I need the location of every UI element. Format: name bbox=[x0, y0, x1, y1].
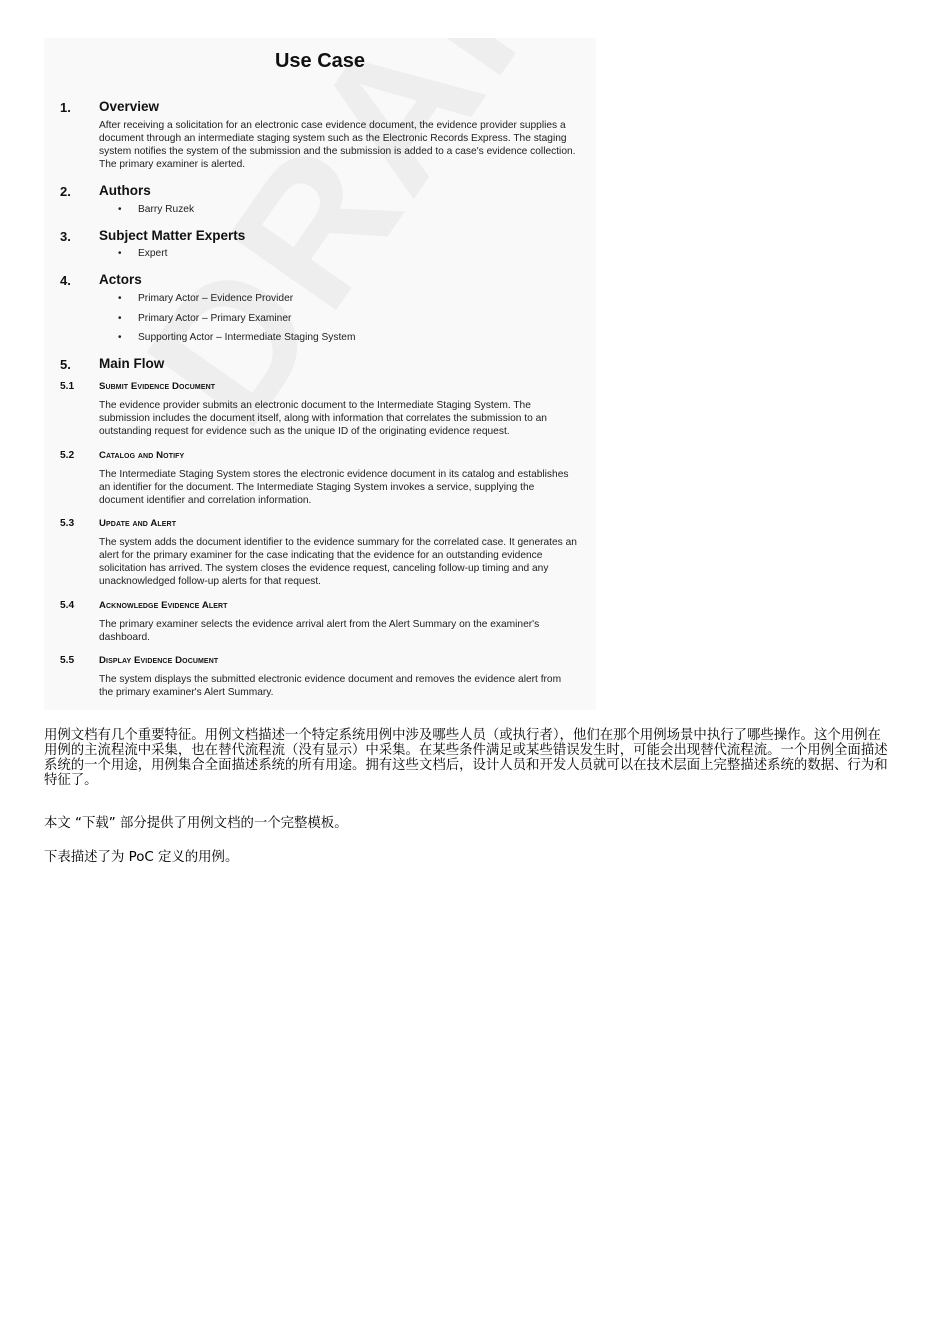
author-item: • Barry Ruzek bbox=[118, 203, 194, 223]
use-case-figure bbox=[44, 38, 596, 710]
subsection-title: Acknowledge Evidence Alert bbox=[99, 600, 228, 611]
subsection-text: The system adds the document identifier to the evidence summary for the correlated case. It generates an alert for the primary examiner for the case indicating that the evidence for an outstanding evidence solicitation has arrived. The system closes the evidence request, canceling follow-up timing and any unacknowledged follow-up alerts for that request. bbox=[99, 537, 577, 587]
subsection-number: 5.1 bbox=[60, 381, 75, 392]
actor-item: • Primary Actor – Primary Examiner bbox=[118, 312, 355, 332]
subsection-text: The primary examiner selects the evidence arrival alert from the Alert Summary on the examiner's dashboard. bbox=[99, 619, 540, 643]
body-paragraph-table-intro: 下表描述了为 PoC 定义的用例。 bbox=[44, 850, 239, 865]
section-number: 1. bbox=[60, 100, 71, 115]
section-title-actors: Actors bbox=[99, 272, 142, 287]
figure-title: Use Case bbox=[274, 50, 366, 72]
section-number: 5. bbox=[60, 357, 71, 372]
subsection-number: 5.2 bbox=[60, 450, 75, 461]
section-number: 3. bbox=[60, 229, 71, 244]
expert-item: • Expert bbox=[118, 247, 167, 267]
overview-text: After receiving a solicitation for an electronic case evidence document, the evidence provider supplies a document through an intermediate staging system such as the Electronic Records Express. The staging system notifies the system of the submission and the submission is added to a case's evidence collection. The primary examiner is alerted. bbox=[99, 120, 576, 170]
authors-list bbox=[118, 203, 194, 223]
subsection-title: Update and Alert bbox=[99, 518, 177, 529]
subsection-title: Display Evidence Document bbox=[99, 655, 219, 666]
section-title-authors: Authors bbox=[99, 183, 151, 198]
section-title-overview: Overview bbox=[99, 99, 160, 114]
subsection-title: Catalog and Notify bbox=[99, 450, 185, 461]
subsection-number: 5.3 bbox=[60, 518, 75, 529]
actors-list bbox=[118, 292, 355, 351]
section-number: 2. bbox=[60, 184, 71, 199]
subsection-text: The system displays the submitted electronic evidence document and removes the evidence alert from the primary examiner's Alert Summary. bbox=[99, 674, 562, 698]
body-paragraph-download: 本文 “下载” 部分提供了用例文档的一个完整模板。 bbox=[44, 816, 348, 831]
subsection-number: 5.5 bbox=[60, 655, 75, 666]
experts-list bbox=[118, 247, 167, 267]
subsection-title: Submit Evidence Document bbox=[99, 381, 216, 392]
subsection-number: 5.4 bbox=[60, 600, 75, 611]
actor-item: • Supporting Actor – Intermediate Staging System bbox=[118, 331, 355, 351]
section-title-main-flow: Main Flow bbox=[99, 356, 165, 371]
section-number: 4. bbox=[60, 273, 71, 288]
section-title-experts: Subject Matter Experts bbox=[99, 228, 246, 243]
subsection-text: The evidence provider submits an electronic document to the Intermediate Staging System. The submission includes the document itself, along with information that correlates the submission to an outstanding request for evidence such as the unique ID of the originating evidence request. bbox=[99, 400, 547, 437]
actor-item: • Primary Actor – Evidence Provider bbox=[118, 292, 355, 312]
subsection-text: The Intermediate Staging System stores the electronic evidence document in its catalog and establishes an identifier for the document. The Intermediate Staging System invokes a service, supplying the document identifier and correlation information. bbox=[99, 469, 569, 506]
body-paragraph-features: 用例文档有几个重要特征。用例文档描述一个特定系统用例中涉及哪些人员（或执行者），他们在那个用例场景中执行了哪些操作。这个用例在用例的主流程流中采集，也在替代流程流（没有显示）中采集。在某些条件满足或某些错误发生时，可能会出现替代流程流。一个用例全面描述系统的一个用途，用例集合全面描述系统的所有用途。拥有这些文档后，设计人员和开发人员就可以在技术层面上完整描述系统的数据、行为和特征了。 bbox=[44, 728, 888, 788]
